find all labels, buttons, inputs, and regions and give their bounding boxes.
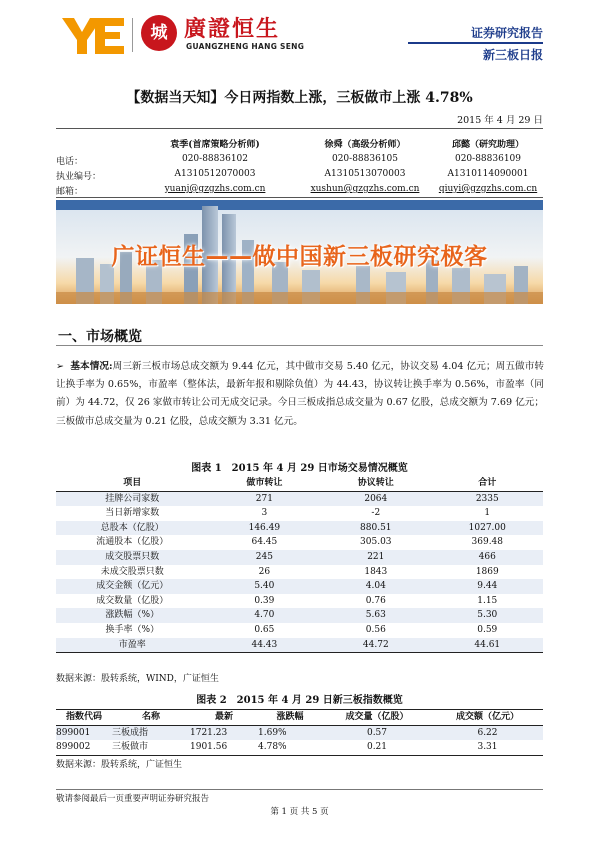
- footer-disclaimer: 敬请参阅最后一页重要声明证券研究报告: [56, 794, 210, 804]
- ye-logo-icon: [62, 14, 126, 56]
- table-cell: 44.72: [320, 638, 431, 653]
- table1-source: 数据来源：股转系统，WIND，广证恒生: [56, 674, 219, 684]
- table-cell: 成交金额（亿元）: [96, 581, 169, 592]
- table-cell: 1027.00: [468, 522, 506, 533]
- table-cell: 899002: [56, 740, 112, 755]
- table-cell: 64.45: [251, 537, 278, 548]
- column-header: 名称: [112, 710, 190, 726]
- table-header-row: [56, 476, 543, 491]
- table-cell: 44.61: [432, 638, 543, 653]
- table-row: [56, 608, 543, 623]
- table-row: [56, 579, 543, 594]
- table-header-row: [56, 710, 543, 726]
- table-cell: 221: [367, 551, 385, 562]
- page-number: 第 1 页 共 5 页: [270, 807, 329, 817]
- footer-rule: [56, 789, 543, 790]
- table-cell: 涨跌幅（%）: [105, 610, 160, 621]
- column-header: 做市转让: [209, 476, 320, 491]
- table-cell: -2: [371, 508, 381, 519]
- table-cell: 三板成指: [112, 727, 149, 738]
- divider: [56, 128, 543, 129]
- table-cell: 2335: [475, 493, 499, 504]
- analyst-license: A1310513070003: [324, 169, 406, 179]
- analyst-email-link[interactable]: qiuyi@gzgzhs.com.cn: [438, 184, 538, 194]
- table-cell: 1869: [475, 566, 499, 577]
- header-rule: [408, 42, 543, 44]
- table-cell: 899001: [56, 727, 91, 738]
- report-date: 2015 年 4 月 29 日: [457, 115, 543, 126]
- doc-type: 证券研究报告: [470, 26, 543, 40]
- bullet-icon: ➢: [56, 361, 65, 372]
- table-cell: 0.56: [365, 624, 386, 635]
- brand-seal-icon: 城: [141, 15, 177, 51]
- table-row: [56, 594, 543, 609]
- table-cell: 成交数量（亿股）: [96, 595, 169, 606]
- table-cell: 市盈率: [56, 638, 209, 653]
- table-cell: 挂牌公司家数: [105, 493, 160, 504]
- analyst-license: A1310114090001: [447, 169, 529, 179]
- table-cell: 5.63: [365, 610, 386, 621]
- table2-caption: 图表 2 2015 年 4 月 29 日新三板指数概览: [196, 695, 403, 706]
- column-header: 项目: [56, 476, 209, 491]
- table-row: [56, 623, 543, 638]
- table-row: [56, 565, 543, 580]
- table-cell: 271: [255, 493, 273, 504]
- analyst-title: 邱懿（研究助理）: [451, 140, 524, 150]
- doc-subtype: 新三板日报: [482, 48, 543, 62]
- table-cell: 换手率（%）: [105, 624, 160, 635]
- table-cell: 4.04: [365, 581, 386, 592]
- analyst-email-link[interactable]: xushun@gzgzhs.com.cn: [310, 184, 420, 194]
- section-rule: [56, 345, 543, 346]
- table-row: [56, 740, 543, 755]
- table-cell: 1901.56: [190, 740, 258, 755]
- index-overview-table: [56, 709, 543, 756]
- column-header: 协议转让: [320, 476, 431, 491]
- market-overview-table: [56, 476, 543, 653]
- table-cell: 4.70: [254, 610, 275, 621]
- table-cell: 未成交股票只数: [100, 566, 164, 577]
- table-cell: 4.78%: [258, 740, 322, 755]
- email-label: 邮箱：: [56, 187, 84, 197]
- table-row: [56, 550, 543, 565]
- table-cell: 0.59: [477, 624, 498, 635]
- table-row: [56, 535, 543, 550]
- table-cell: 305.03: [360, 537, 392, 548]
- report-headline: 【数据当天知】今日两指数上涨，三板做市上涨 4.78%: [126, 90, 473, 106]
- analyst-license: A1310512070003: [174, 169, 256, 179]
- table-row: [56, 725, 543, 740]
- analyst-phone: 020-88836105: [331, 154, 399, 164]
- license-label: 执业编号：: [56, 172, 102, 182]
- table-cell: 0.39: [254, 595, 275, 606]
- column-header: 成交量（亿股）: [322, 710, 432, 726]
- banner-slogan: 广证恒生——做中国新三板研究极客: [111, 244, 488, 270]
- analyst-title: 袁季(首席策略分析师): [170, 140, 260, 150]
- table-cell: 26: [258, 566, 271, 577]
- table-cell: 369.48: [471, 537, 504, 548]
- analyst-title: 徐舜（高级分析师）: [324, 140, 406, 150]
- table-row: [56, 491, 543, 506]
- table-cell: 当日新增家数: [105, 508, 160, 519]
- table-cell: 5.30: [477, 610, 498, 621]
- table-cell: 9.44: [477, 581, 498, 592]
- table-cell: 5.40: [254, 581, 275, 592]
- column-header: 涨跌幅: [258, 710, 322, 726]
- table-cell: 2064: [364, 493, 388, 504]
- phone-label: 电话：: [56, 157, 84, 167]
- table-cell: 成交股票只数: [105, 551, 160, 562]
- table-cell: 流通股本（亿股）: [96, 537, 169, 548]
- table-cell: 1721.23: [190, 727, 228, 738]
- table-row: [56, 521, 543, 536]
- table-cell: 1843: [364, 566, 388, 577]
- table-cell: 0.21: [322, 740, 432, 755]
- table-cell: 总股本（亿股）: [100, 522, 164, 533]
- column-header: 合计: [432, 476, 543, 491]
- analyst-phone: 020-88836102: [181, 154, 249, 164]
- summary-lead: 基本情况:: [70, 361, 113, 372]
- table-cell: 3.31: [432, 740, 543, 755]
- column-header: 指数代码: [56, 710, 112, 726]
- column-header: 最新: [190, 710, 258, 726]
- brand-name-cn: 廣證恒生: [184, 17, 281, 42]
- table-cell: 245: [255, 551, 273, 562]
- section-title: 一、市场概览: [58, 329, 142, 345]
- divider: [56, 197, 543, 198]
- brand-name-en: GUANGZHENG HANG SENG: [186, 42, 305, 51]
- table-cell: 44.43: [209, 638, 320, 653]
- table-cell: 1.69%: [258, 727, 287, 738]
- column-header: 成交额（亿元）: [432, 710, 543, 726]
- table-cell: 0.76: [365, 595, 386, 606]
- table-cell: 6.22: [477, 727, 498, 738]
- summary-paragraph: [56, 358, 544, 431]
- table2-source: 数据来源：股转系统，广证恒生: [56, 760, 183, 770]
- table1-caption: 图表 1 2015 年 4 月 29 日市场交易情况概览: [191, 463, 408, 474]
- table-cell: 0.65: [254, 624, 275, 635]
- analyst-phone: 020-88836109: [454, 154, 522, 164]
- table-row: [56, 506, 543, 521]
- table-cell: 880.51: [360, 522, 392, 533]
- table-cell: 1: [484, 508, 491, 519]
- table-row: [56, 638, 543, 653]
- analyst-email-link[interactable]: yuanj@gzgzhs.com.cn: [164, 184, 266, 194]
- table-cell: 0.57: [366, 727, 388, 738]
- summary-body: 周三新三板市场总成交额为 9.44 亿元，其中做市交易 5.40 亿元，协议交易 4.04 亿元；周五做市转让换手率为 0.65%，市盈率（整体法，最新年报和剔除负值）为 44.43，协议转让换手率为 0.56%，市盈率（同前）为 44.72，仅 26 家做市转让公司无成交记录。今日三板成指总成交量为 0.67 亿股，总成交额为 7.69 亿元；三板做市总成交量为 0.21 亿股，总成交额为 3.31 亿元。: [56, 361, 544, 427]
- table-cell: 1.15: [477, 595, 498, 606]
- table-cell: 三板做市: [112, 740, 190, 755]
- table-cell: 146.49: [248, 522, 281, 533]
- logo-divider: [132, 18, 133, 52]
- table-cell: 3: [261, 508, 268, 519]
- table-cell: 466: [478, 551, 496, 562]
